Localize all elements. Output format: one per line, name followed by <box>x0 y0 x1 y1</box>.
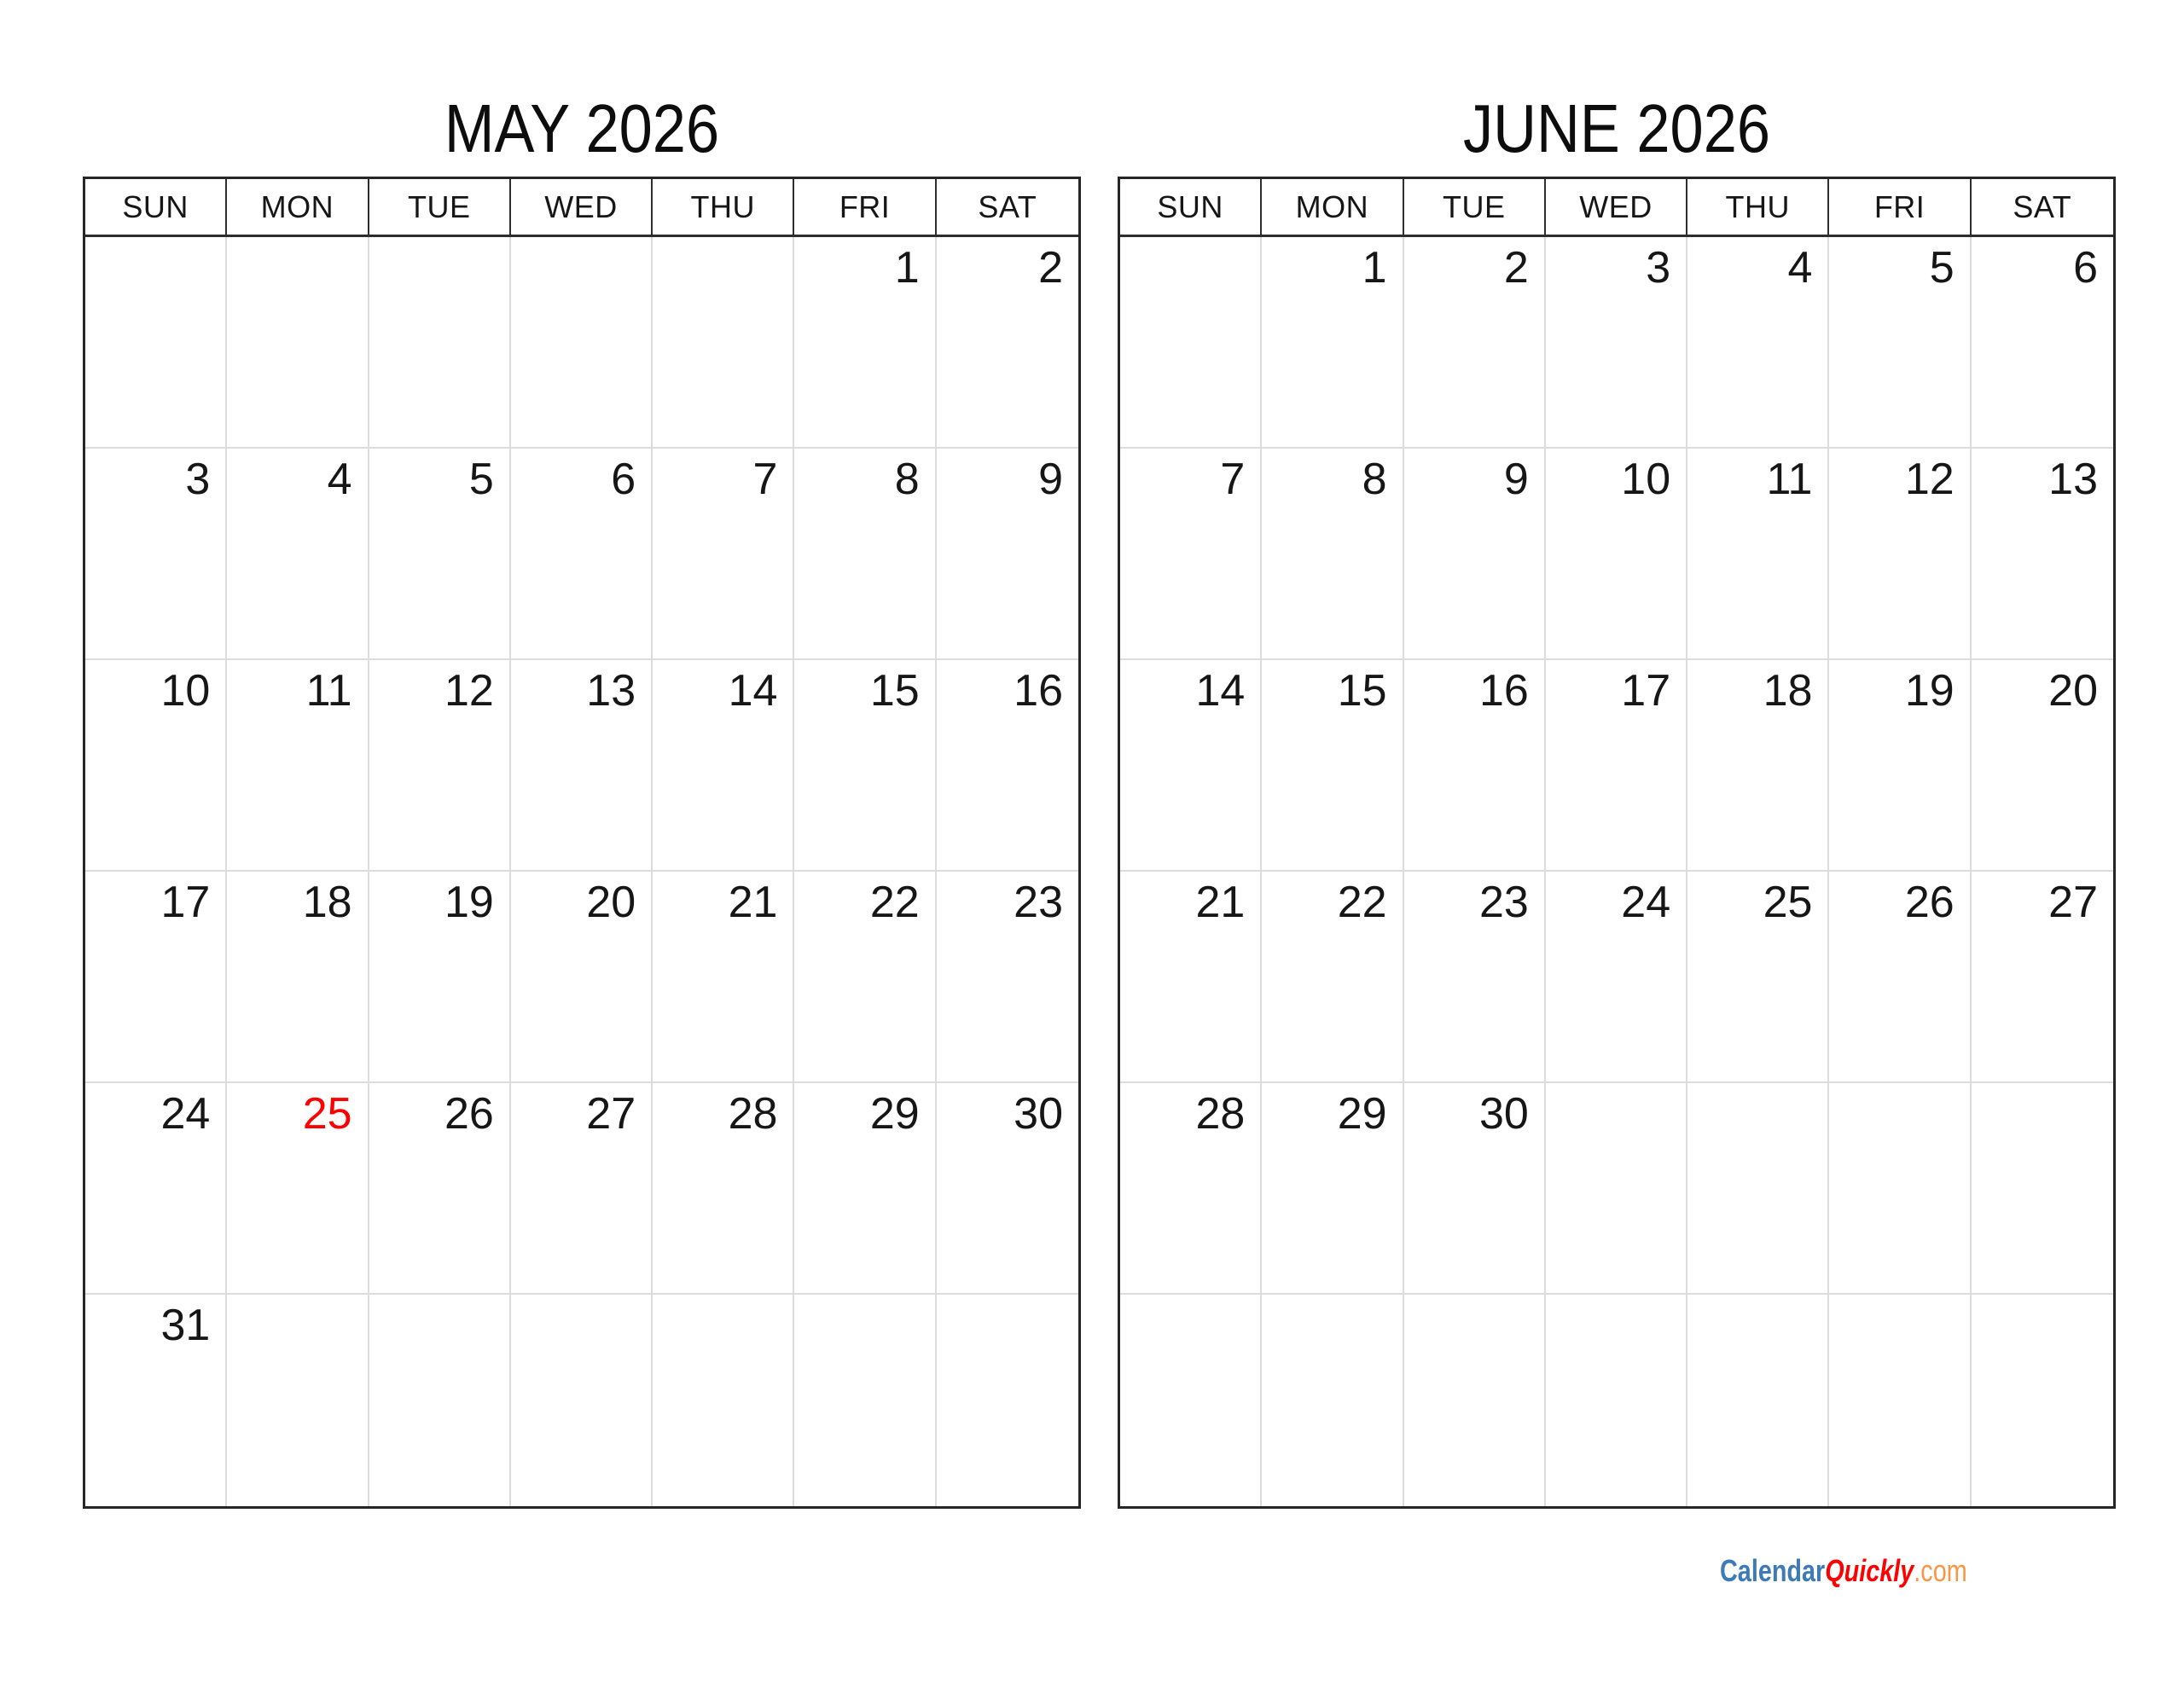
day-cell-7: 7 <box>653 449 794 660</box>
day-cell-5: 5 <box>1829 237 1971 449</box>
logo-text-calendar: Calendar <box>1720 1553 1826 1588</box>
weekday-header-wed: WED <box>511 179 653 237</box>
day-cell-19: 19 <box>1829 660 1971 872</box>
day-cell-12: 12 <box>369 660 511 872</box>
day-cell-empty <box>369 1295 511 1506</box>
day-cell-25: 25 <box>1687 872 1829 1083</box>
day-cell-9: 9 <box>1404 449 1546 660</box>
day-cell-empty <box>653 1295 794 1506</box>
day-cell-16: 16 <box>1404 660 1546 872</box>
day-cell-14: 14 <box>1120 660 1262 872</box>
day-cell-empty <box>1687 1295 1829 1506</box>
day-cell-22: 22 <box>794 872 936 1083</box>
day-cell-empty <box>1262 1295 1403 1506</box>
day-cell-empty <box>794 1295 936 1506</box>
day-cell-1: 1 <box>794 237 936 449</box>
day-cell-23: 23 <box>937 872 1078 1083</box>
day-cell-empty <box>1546 1295 1687 1506</box>
day-cell-empty <box>85 237 227 449</box>
day-cell-17: 17 <box>85 872 227 1083</box>
weekday-header-sat: SAT <box>1972 179 2113 237</box>
day-cell-11: 11 <box>1687 449 1829 660</box>
month-grid-june <box>1118 177 2116 1509</box>
day-cell-18: 18 <box>227 872 369 1083</box>
day-cell-10: 10 <box>85 660 227 872</box>
day-cell-empty <box>1687 1083 1829 1295</box>
day-cell-empty <box>937 1295 1078 1506</box>
day-cell-26: 26 <box>1829 872 1971 1083</box>
day-cell-6: 6 <box>1972 237 2113 449</box>
day-cell-31: 31 <box>85 1295 227 1506</box>
weekday-header-thu: THU <box>1687 179 1829 237</box>
day-cell-6: 6 <box>511 449 653 660</box>
day-cell-9: 9 <box>937 449 1078 660</box>
day-cell-4: 4 <box>227 449 369 660</box>
day-cell-22: 22 <box>1262 872 1403 1083</box>
day-cell-empty <box>1829 1295 1971 1506</box>
month-grid-may <box>83 177 1081 1509</box>
day-cell-26: 26 <box>369 1083 511 1295</box>
day-cell-4: 4 <box>1687 237 1829 449</box>
day-cell-27: 27 <box>511 1083 653 1295</box>
weekday-header-mon: MON <box>227 179 369 237</box>
month-title-june: JUNE 2026 <box>1462 90 1771 166</box>
day-cell-25: 25 <box>227 1083 369 1295</box>
day-cell-empty <box>1120 1295 1262 1506</box>
day-cell-8: 8 <box>1262 449 1403 660</box>
day-cell-3: 3 <box>1546 237 1687 449</box>
weekday-header-tue: TUE <box>369 179 511 237</box>
day-cell-empty <box>1120 237 1262 449</box>
weekday-header-sat: SAT <box>937 179 1078 237</box>
day-cell-empty <box>227 237 369 449</box>
day-cell-18: 18 <box>1687 660 1829 872</box>
weekday-header-fri: FRI <box>794 179 936 237</box>
logo-text-com: .com <box>1914 1553 1967 1588</box>
weekday-header-fri: FRI <box>1829 179 1971 237</box>
day-cell-21: 21 <box>653 872 794 1083</box>
day-cell-10: 10 <box>1546 449 1687 660</box>
day-cell-24: 24 <box>85 1083 227 1295</box>
day-cell-3: 3 <box>85 449 227 660</box>
weekday-header-wed: WED <box>1546 179 1687 237</box>
weekday-header-tue: TUE <box>1404 179 1546 237</box>
site-logo <box>1720 1552 1967 1590</box>
day-cell-28: 28 <box>1120 1083 1262 1295</box>
day-cell-empty <box>511 1295 653 1506</box>
day-cell-16: 16 <box>937 660 1078 872</box>
day-cell-15: 15 <box>794 660 936 872</box>
day-cell-17: 17 <box>1546 660 1687 872</box>
day-cell-empty <box>1404 1295 1546 1506</box>
day-cell-empty <box>227 1295 369 1506</box>
day-cell-empty <box>511 237 653 449</box>
weekday-header-sun: SUN <box>85 179 227 237</box>
day-cell-empty <box>1546 1083 1687 1295</box>
day-cell-23: 23 <box>1404 872 1546 1083</box>
day-cell-24: 24 <box>1546 872 1687 1083</box>
day-cell-29: 29 <box>794 1083 936 1295</box>
day-cell-20: 20 <box>1972 660 2113 872</box>
day-cell-8: 8 <box>794 449 936 660</box>
day-cell-27: 27 <box>1972 872 2113 1083</box>
day-cell-empty <box>1829 1083 1971 1295</box>
day-cell-20: 20 <box>511 872 653 1083</box>
day-cell-7: 7 <box>1120 449 1262 660</box>
day-cell-empty <box>369 237 511 449</box>
day-cell-14: 14 <box>653 660 794 872</box>
day-cell-2: 2 <box>937 237 1078 449</box>
day-cell-21: 21 <box>1120 872 1262 1083</box>
day-cell-empty <box>1972 1083 2113 1295</box>
weekday-header-thu: THU <box>653 179 794 237</box>
day-cell-2: 2 <box>1404 237 1546 449</box>
calendar-june-2026 <box>1118 81 2116 1514</box>
day-cell-28: 28 <box>653 1083 794 1295</box>
day-cell-empty <box>1972 1295 2113 1506</box>
day-cell-12: 12 <box>1829 449 1971 660</box>
day-cell-30: 30 <box>937 1083 1078 1295</box>
day-cell-15: 15 <box>1262 660 1403 872</box>
day-cell-29: 29 <box>1262 1083 1403 1295</box>
calendar-may-2026 <box>83 81 1081 1514</box>
day-cell-1: 1 <box>1262 237 1403 449</box>
weekday-header-mon: MON <box>1262 179 1403 237</box>
day-cell-30: 30 <box>1404 1083 1546 1295</box>
logo-text-quickly: Quickly <box>1825 1553 1914 1588</box>
weekday-header-sun: SUN <box>1120 179 1262 237</box>
month-title-may: MAY 2026 <box>444 90 720 166</box>
day-cell-empty <box>653 237 794 449</box>
day-cell-19: 19 <box>369 872 511 1083</box>
day-cell-13: 13 <box>511 660 653 872</box>
day-cell-5: 5 <box>369 449 511 660</box>
day-cell-11: 11 <box>227 660 369 872</box>
day-cell-13: 13 <box>1972 449 2113 660</box>
